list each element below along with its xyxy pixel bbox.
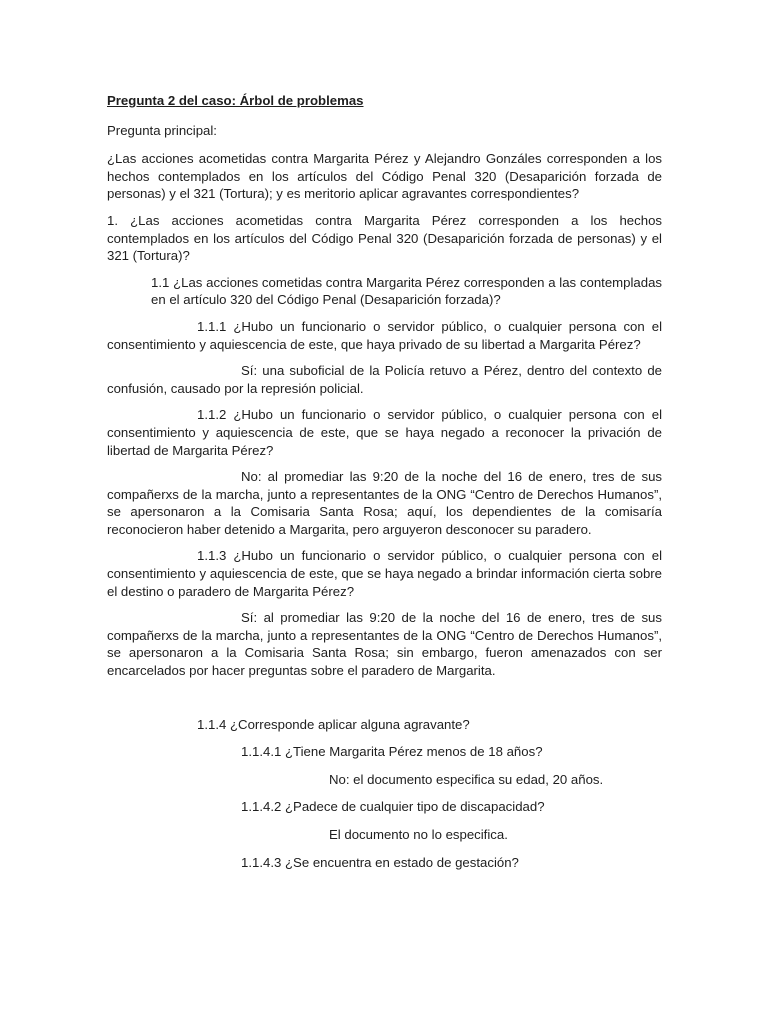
question-1-1-4-2: 1.1.4.2 ¿Padece de cualquier tipo de discapacidad? — [241, 799, 545, 815]
question-1-1: 1.1 ¿Las acciones cometidas contra Margarita Pérez corresponden a las contempladas en el artículo 320 del Código Penal (Desaparición forzada)? — [151, 274, 662, 308]
question-1-1-4: 1.1.4 ¿Corresponde aplicar alguna agravante? — [197, 716, 470, 732]
answer-1-1-2: No: al promediar las 9:20 de la noche del 16 de enero, tres de sus compañerxs de la marcha, junto a representantes de la ONG “Centro de Derechos Humanos”, se apersonaron a la Comisaria Santa Rosa; aquí, los dependientes de la comisaría reconocieron haber detenido a Margarita, pero arguyeron desconocer su paradero. — [107, 469, 662, 537]
principal-question: ¿Las acciones acometidas contra Margarita Pérez y Alejandro Gonzáles corresponden a los hechos contemplados en los artículos del Código Penal 320 (Desaparición forzada de personas) y el 321 (Tortura); y es meritorio aplicar agravantes correspondientes? — [107, 151, 662, 202]
answer-1-1-3: Sí: al promediar las 9:20 de la noche del 16 de enero, tres de sus compañerxs de la marcha, junto a representantes de la ONG “Centro de Derechos Humanos”, se apersonaron a la Comisaria Santa Rosa; sin embargo, fueron amenazados con ser encarcelados por hacer preguntas sobre el paradero de Margarita. — [107, 610, 662, 679]
question-1-1-3: 1.1.3 ¿Hubo un funcionario o servidor público, o cualquier persona con el consentimiento y aquiescencia de este, que se haya negado a brindar información cierta sobre el destino o paradero de Margarita Pérez? — [107, 548, 662, 599]
principal-label: Pregunta principal: — [107, 122, 217, 138]
answer-1-1-4-2: El documento no lo especifica. — [329, 827, 508, 842]
question-1-1-2: 1.1.2 ¿Hubo un funcionario o servidor público, o cualquier persona con el consentimiento y aquiescencia de este, que se haya negado a reconocer la privación de libertad de Margarita Pérez? — [107, 407, 662, 458]
question-1-1-4-3: 1.1.4.3 ¿Se encuentra en estado de gestación? — [241, 854, 519, 870]
document-body — [107, 92, 662, 871]
question-1-1-4-1: 1.1.4.1 ¿Tiene Margarita Pérez menos de 18 años? — [241, 744, 543, 760]
document-title: Pregunta 2 del caso: Árbol de problemas — [107, 93, 364, 108]
question-1-1-1: 1.1.1 ¿Hubo un funcionario o servidor público, o cualquier persona con el consentimiento y aquiescencia de este, que haya privado de su libertad a Margarita Pérez? — [107, 318, 662, 352]
answer-1-1-1: Sí: una suboficial de la Policía retuvo a Pérez, dentro del contexto de confusión, causado por la represión policial. — [107, 363, 662, 396]
answer-1-1-4-1: No: el documento especifica su edad, 20 años. — [329, 771, 604, 787]
question-1: 1. ¿Las acciones acometidas contra Margarita Pérez corresponden a los hechos contemplados en los artículos del Código Penal 320 (Desaparición forzada de personas) y el 321 (Tortura)? — [107, 212, 662, 264]
